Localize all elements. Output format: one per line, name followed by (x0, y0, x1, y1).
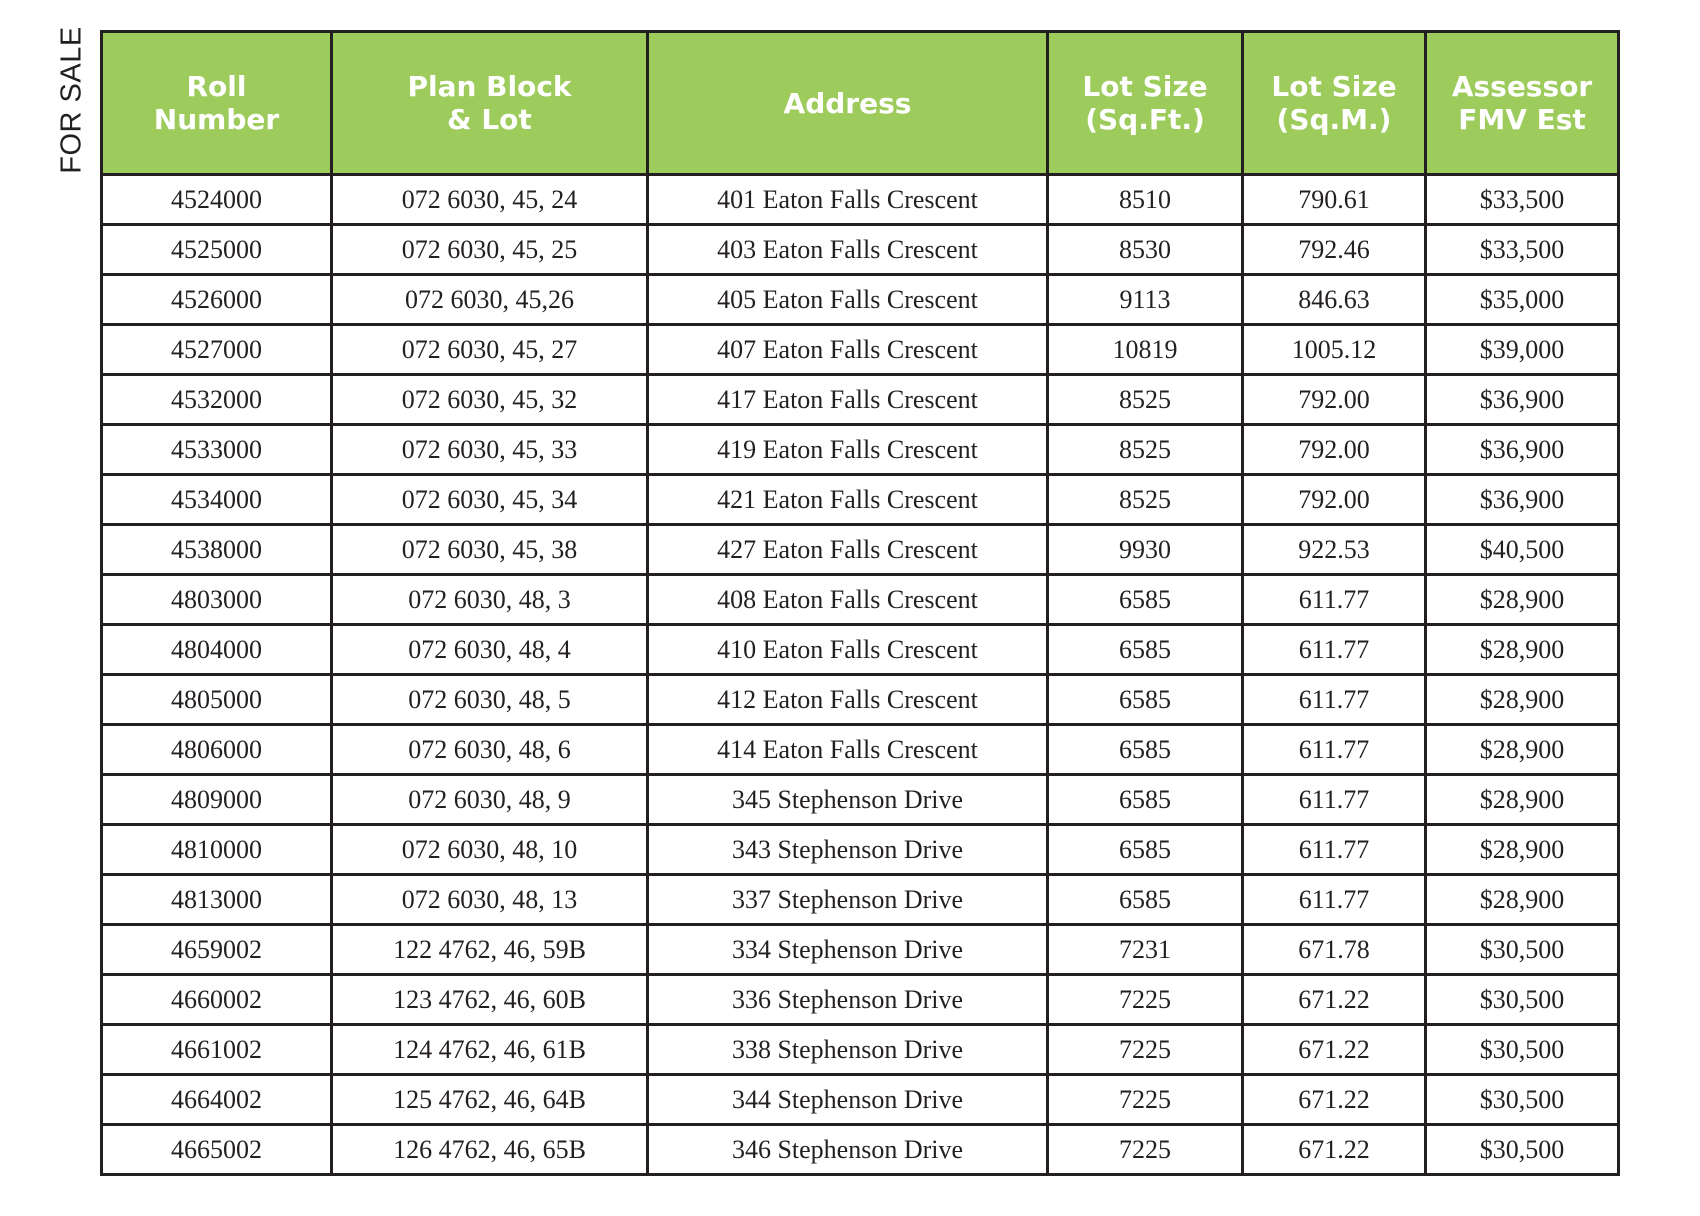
lot-size-sqm-cell: 611.77 (1243, 775, 1426, 825)
plan-block-lot-cell: 072 6030, 45, 27 (332, 325, 648, 375)
table-row (102, 675, 1619, 725)
assessor-fmv-cell: $36,900 (1426, 425, 1619, 475)
lot-size-sqm-cell: 922.53 (1243, 525, 1426, 575)
for-sale-label: FOR SALE (55, 26, 88, 174)
address-cell: 344 Stephenson Drive (648, 1075, 1048, 1125)
lot-size-sqft-cell: 7225 (1048, 1125, 1243, 1175)
assessor-fmv-cell: $28,900 (1426, 575, 1619, 625)
lots-for-sale-table (100, 30, 1620, 1176)
roll-number-cell: 4526000 (102, 275, 332, 325)
header-assessor-fmv-line-1: Assessor (1451, 70, 1593, 103)
lot-size-sqft-cell: 7225 (1048, 975, 1243, 1025)
lot-size-sqft-cell: 8525 (1048, 475, 1243, 525)
lot-size-sqm-cell: 671.22 (1243, 1025, 1426, 1075)
table-row (102, 1125, 1619, 1175)
lot-size-sqm-cell: 1005.12 (1243, 325, 1426, 375)
header-assessor-fmv-line-2: FMV Est (1458, 103, 1586, 136)
table-row (102, 975, 1619, 1025)
header-address-line-1: Address (783, 86, 912, 120)
header-lot-size-sqft-line-2: (Sq.Ft.) (1085, 103, 1205, 136)
table-header-row (102, 32, 1619, 175)
assessor-fmv-cell: $36,900 (1426, 375, 1619, 425)
table-row (102, 225, 1619, 275)
roll-number-cell: 4527000 (102, 325, 332, 375)
header-assessor-fmv (1426, 32, 1619, 175)
roll-number-cell: 4805000 (102, 675, 332, 725)
lot-size-sqm-cell: 671.22 (1243, 1125, 1426, 1175)
address-cell: 417 Eaton Falls Crescent (648, 375, 1048, 425)
plan-block-lot-cell: 072 6030, 48, 10 (332, 825, 648, 875)
roll-number-cell: 4534000 (102, 475, 332, 525)
roll-number-cell: 4813000 (102, 875, 332, 925)
address-cell: 337 Stephenson Drive (648, 875, 1048, 925)
roll-number-cell: 4533000 (102, 425, 332, 475)
lot-size-sqm-cell: 611.77 (1243, 725, 1426, 775)
assessor-fmv-cell: $33,500 (1426, 225, 1619, 275)
address-cell: 412 Eaton Falls Crescent (648, 675, 1048, 725)
plan-block-lot-cell: 126 4762, 46, 65B (332, 1125, 648, 1175)
plan-block-lot-cell: 125 4762, 46, 64B (332, 1075, 648, 1125)
plan-block-lot-cell: 072 6030, 45, 33 (332, 425, 648, 475)
plan-block-lot-cell: 072 6030, 45,26 (332, 275, 648, 325)
assessor-fmv-cell: $28,900 (1426, 875, 1619, 925)
plan-block-lot-cell: 072 6030, 45, 34 (332, 475, 648, 525)
table-row (102, 425, 1619, 475)
address-cell: 338 Stephenson Drive (648, 1025, 1048, 1075)
lot-size-sqm-cell: 790.61 (1243, 175, 1426, 225)
address-cell: 346 Stephenson Drive (648, 1125, 1048, 1175)
address-cell: 405 Eaton Falls Crescent (648, 275, 1048, 325)
header-lot-size-sqft-line-1: Lot Size (1082, 70, 1208, 103)
lot-size-sqm-cell: 611.77 (1243, 625, 1426, 675)
assessor-fmv-cell: $28,900 (1426, 775, 1619, 825)
lot-size-sqft-cell: 9113 (1048, 275, 1243, 325)
lot-size-sqm-cell: 671.22 (1243, 1075, 1426, 1125)
address-cell: 421 Eaton Falls Crescent (648, 475, 1048, 525)
assessor-fmv-cell: $30,500 (1426, 925, 1619, 975)
roll-number-cell: 4524000 (102, 175, 332, 225)
assessor-fmv-cell: $28,900 (1426, 675, 1619, 725)
assessor-fmv-cell: $36,900 (1426, 475, 1619, 525)
lot-size-sqft-cell: 7225 (1048, 1075, 1243, 1125)
lot-size-sqft-cell: 8525 (1048, 425, 1243, 475)
assessor-fmv-cell: $39,000 (1426, 325, 1619, 375)
plan-block-lot-cell: 072 6030, 48, 3 (332, 575, 648, 625)
header-roll-number (102, 32, 332, 175)
address-cell: 410 Eaton Falls Crescent (648, 625, 1048, 675)
lot-size-sqft-cell: 6585 (1048, 675, 1243, 725)
table-row (102, 475, 1619, 525)
lot-size-sqm-cell: 671.22 (1243, 975, 1426, 1025)
lot-size-sqm-cell: 611.77 (1243, 575, 1426, 625)
lot-size-sqft-cell: 6585 (1048, 825, 1243, 875)
roll-number-cell: 4803000 (102, 575, 332, 625)
lot-size-sqft-cell: 6585 (1048, 575, 1243, 625)
lot-size-sqft-cell: 6585 (1048, 775, 1243, 825)
roll-number-cell: 4525000 (102, 225, 332, 275)
lot-size-sqm-cell: 611.77 (1243, 825, 1426, 875)
lot-size-sqm-cell: 611.77 (1243, 675, 1426, 725)
lot-size-sqm-cell: 792.00 (1243, 475, 1426, 525)
assessor-fmv-cell: $30,500 (1426, 1125, 1619, 1175)
roll-number-cell: 4661002 (102, 1025, 332, 1075)
plan-block-lot-cell: 072 6030, 48, 4 (332, 625, 648, 675)
assessor-fmv-cell: $30,500 (1426, 975, 1619, 1025)
plan-block-lot-cell: 072 6030, 45, 25 (332, 225, 648, 275)
table-row (102, 275, 1619, 325)
header-address (648, 32, 1048, 175)
table-row (102, 625, 1619, 675)
assessor-fmv-cell: $40,500 (1426, 525, 1619, 575)
assessor-fmv-cell: $35,000 (1426, 275, 1619, 325)
address-cell: 414 Eaton Falls Crescent (648, 725, 1048, 775)
table-row (102, 575, 1619, 625)
lot-size-sqft-cell: 9930 (1048, 525, 1243, 575)
header-roll-number-line-1: Roll (186, 70, 247, 103)
table-row (102, 1075, 1619, 1125)
roll-number-cell: 4809000 (102, 775, 332, 825)
table-row (102, 725, 1619, 775)
lot-size-sqm-cell: 792.46 (1243, 225, 1426, 275)
plan-block-lot-cell: 124 4762, 46, 61B (332, 1025, 648, 1075)
lot-size-sqft-cell: 7231 (1048, 925, 1243, 975)
table-row (102, 825, 1619, 875)
lot-size-sqm-cell: 792.00 (1243, 375, 1426, 425)
lot-size-sqft-cell: 8510 (1048, 175, 1243, 225)
table-row (102, 175, 1619, 225)
assessor-fmv-cell: $33,500 (1426, 175, 1619, 225)
table-row (102, 375, 1619, 425)
lot-size-sqm-cell: 671.78 (1243, 925, 1426, 975)
table-body (102, 175, 1619, 1175)
plan-block-lot-cell: 072 6030, 45, 38 (332, 525, 648, 575)
assessor-fmv-cell: $28,900 (1426, 725, 1619, 775)
roll-number-cell: 4664002 (102, 1075, 332, 1125)
table-row (102, 1025, 1619, 1075)
lot-size-sqft-cell: 6585 (1048, 625, 1243, 675)
roll-number-cell: 4538000 (102, 525, 332, 575)
address-cell: 345 Stephenson Drive (648, 775, 1048, 825)
table-row (102, 875, 1619, 925)
address-cell: 334 Stephenson Drive (648, 925, 1048, 975)
header-lot-size-sqft (1048, 32, 1243, 175)
address-cell: 403 Eaton Falls Crescent (648, 225, 1048, 275)
assessor-fmv-cell: $28,900 (1426, 625, 1619, 675)
lot-size-sqft-cell: 8525 (1048, 375, 1243, 425)
plan-block-lot-cell: 072 6030, 48, 6 (332, 725, 648, 775)
plan-block-lot-cell: 072 6030, 48, 13 (332, 875, 648, 925)
assessor-fmv-cell: $28,900 (1426, 825, 1619, 875)
lot-size-sqft-cell: 7225 (1048, 1025, 1243, 1075)
header-lot-size-sqm-line-2: (Sq.M.) (1276, 103, 1392, 136)
roll-number-cell: 4532000 (102, 375, 332, 425)
roll-number-cell: 4665002 (102, 1125, 332, 1175)
table-row (102, 925, 1619, 975)
header-plan-block-lot-line-1: Plan Block (407, 70, 572, 103)
lot-size-sqft-cell: 10819 (1048, 325, 1243, 375)
table-row (102, 325, 1619, 375)
address-cell: 401 Eaton Falls Crescent (648, 175, 1048, 225)
lot-size-sqm-cell: 846.63 (1243, 275, 1426, 325)
address-cell: 419 Eaton Falls Crescent (648, 425, 1048, 475)
table-row (102, 525, 1619, 575)
roll-number-cell: 4806000 (102, 725, 332, 775)
assessor-fmv-cell: $30,500 (1426, 1025, 1619, 1075)
plan-block-lot-cell: 072 6030, 45, 32 (332, 375, 648, 425)
lot-size-sqft-cell: 6585 (1048, 725, 1243, 775)
plan-block-lot-cell: 072 6030, 45, 24 (332, 175, 648, 225)
address-cell: 408 Eaton Falls Crescent (648, 575, 1048, 625)
roll-number-cell: 4810000 (102, 825, 332, 875)
roll-number-cell: 4804000 (102, 625, 332, 675)
plan-block-lot-cell: 122 4762, 46, 59B (332, 925, 648, 975)
roll-number-cell: 4659002 (102, 925, 332, 975)
roll-number-cell: 4660002 (102, 975, 332, 1025)
lot-size-sqm-cell: 792.00 (1243, 425, 1426, 475)
header-plan-block-lot (332, 32, 648, 175)
plan-block-lot-cell: 123 4762, 46, 60B (332, 975, 648, 1025)
plan-block-lot-cell: 072 6030, 48, 5 (332, 675, 648, 725)
table-row (102, 775, 1619, 825)
address-cell: 343 Stephenson Drive (648, 825, 1048, 875)
lot-size-sqm-cell: 611.77 (1243, 875, 1426, 925)
lot-size-sqft-cell: 6585 (1048, 875, 1243, 925)
address-cell: 336 Stephenson Drive (648, 975, 1048, 1025)
address-cell: 407 Eaton Falls Crescent (648, 325, 1048, 375)
plan-block-lot-cell: 072 6030, 48, 9 (332, 775, 648, 825)
header-roll-number-line-2: Number (153, 103, 280, 136)
header-plan-block-lot-line-2: & Lot (447, 103, 532, 136)
header-lot-size-sqm (1243, 32, 1426, 175)
lot-size-sqft-cell: 8530 (1048, 225, 1243, 275)
address-cell: 427 Eaton Falls Crescent (648, 525, 1048, 575)
header-lot-size-sqm-line-1: Lot Size (1271, 70, 1397, 103)
assessor-fmv-cell: $30,500 (1426, 1075, 1619, 1125)
